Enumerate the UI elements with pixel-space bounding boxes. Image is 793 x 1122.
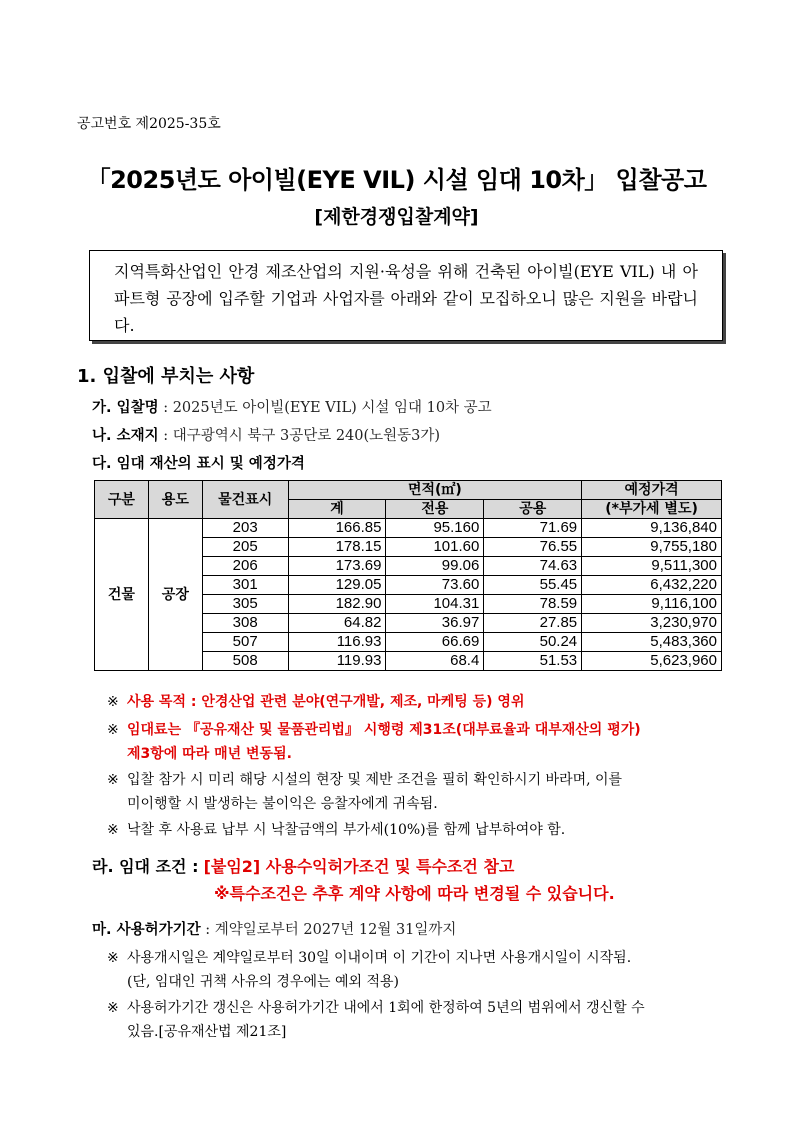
note-mark: ※ bbox=[107, 1000, 119, 1016]
cell-unit: 206 bbox=[202, 557, 288, 576]
header-use: 용도 bbox=[148, 481, 202, 519]
cell-total: 178.15 bbox=[288, 538, 386, 557]
special-conditions-note: ※특수조건은 추후 계약 사항에 따라 변경될 수 있습니다. bbox=[214, 884, 615, 903]
header-price-note: (*부가세 별도) bbox=[582, 500, 722, 519]
cell-use: 공장 bbox=[148, 519, 202, 671]
header-category: 구분 bbox=[95, 481, 149, 519]
note-mark: ※ bbox=[107, 722, 119, 738]
cell-total: 64.82 bbox=[288, 614, 386, 633]
cell-price: 9,136,840 bbox=[582, 519, 722, 538]
cell-category: 건물 bbox=[95, 519, 149, 671]
item-lease-conditions bbox=[92, 854, 514, 877]
note-inspection-text-2: 미이행할 시 발생하는 불이익은 응찰자에게 귀속됨. bbox=[127, 796, 438, 812]
notice-number: 공고번호 제2025-35호 bbox=[77, 116, 221, 132]
header-common: 공용 bbox=[484, 500, 582, 519]
cell-price: 5,483,360 bbox=[582, 633, 722, 652]
note-mark: ※ bbox=[107, 694, 119, 710]
note-renewal-text-2: 있음.[공유재산법 제21조] bbox=[127, 1024, 287, 1040]
note-start-date-text-1: 사용개시일은 계약일로부터 30일 이내이며 이 기간이 지나면 사용개시일이 시작됨. bbox=[127, 950, 632, 966]
cell-total: 119.93 bbox=[288, 652, 386, 671]
item-bid-name-label: 가. 입찰명 bbox=[92, 400, 159, 416]
cell-common: 51.53 bbox=[484, 652, 582, 671]
note-rent bbox=[107, 718, 737, 766]
item-lease-conditions-label: 라. 임대 조건 : bbox=[92, 857, 199, 876]
note-inspection-text-1: 입찰 참가 시 미리 해당 시설의 현장 및 제반 조건을 필히 확인하시기 바라며, 이를 bbox=[127, 772, 623, 788]
cell-unit: 507 bbox=[202, 633, 288, 652]
note-rent-text-1: 임대료는 『공유재산 및 물품관리법』 시행령 제31조(대부료율과 대부재산의 평가) bbox=[127, 722, 641, 738]
intro-box: 지역특화산업인 안경 제조산업의 지원·육성을 위해 건축된 아이빌(EYE VIL) 내 아파트형 공장에 입주할 기업과 사업자를 아래와 같이 모집하오니 많은 지원을 바랍니다. bbox=[89, 250, 723, 341]
header-exclusive: 전용 bbox=[386, 500, 484, 519]
item-location-value: : 대구광역시 북구 3공단로 240(노원동3가) bbox=[163, 428, 441, 444]
item-lease-conditions-value: [붙임2] 사용수익허가조건 및 특수조건 참고 bbox=[203, 857, 515, 876]
cell-exclusive: 68.4 bbox=[386, 652, 484, 671]
cell-common: 55.45 bbox=[484, 576, 582, 595]
item-location-label: 나. 소재지 bbox=[92, 428, 159, 444]
note-mark: ※ bbox=[107, 950, 119, 966]
cell-common: 50.24 bbox=[484, 633, 582, 652]
note-start-date bbox=[107, 946, 737, 994]
cell-total: 173.69 bbox=[288, 557, 386, 576]
page-subtitle: [제한경쟁입찰계약] bbox=[314, 206, 479, 228]
header-price: 예정가격 bbox=[582, 481, 722, 500]
item-bid-name bbox=[92, 396, 492, 417]
note-mark: ※ bbox=[107, 772, 119, 788]
cell-common: 27.85 bbox=[484, 614, 582, 633]
cell-total: 116.93 bbox=[288, 633, 386, 652]
cell-unit: 203 bbox=[202, 519, 288, 538]
note-vat bbox=[107, 818, 737, 842]
cell-exclusive: 73.60 bbox=[386, 576, 484, 595]
cell-unit: 205 bbox=[202, 538, 288, 557]
cell-unit: 305 bbox=[202, 595, 288, 614]
note-purpose-text: 사용 목적 : 안경산업 관련 분야(연구개발, 제조, 마케팅 등) 영위 bbox=[127, 694, 525, 710]
cell-exclusive: 36.97 bbox=[386, 614, 484, 633]
cell-common: 74.63 bbox=[484, 557, 582, 576]
cell-price: 9,511,300 bbox=[582, 557, 722, 576]
note-mark: ※ bbox=[107, 822, 119, 838]
header-item: 물건표시 bbox=[202, 481, 288, 519]
note-vat-text: 낙찰 후 사용료 납부 시 낙찰금액의 부가세(10%)를 함께 납부하여야 함. bbox=[127, 822, 566, 838]
note-start-date-text-2: (단, 임대인 귀책 사유의 경우에는 예외 적용) bbox=[127, 974, 399, 990]
cell-total: 129.05 bbox=[288, 576, 386, 595]
table-row bbox=[95, 519, 722, 538]
page-title: 「2025년도 아이빌(EYE VIL) 시설 임대 10차」 입찰공고 bbox=[86, 166, 707, 194]
item-bid-name-value: : 2025년도 아이빌(EYE VIL) 시설 임대 10차 공고 bbox=[163, 400, 492, 416]
cell-unit: 508 bbox=[202, 652, 288, 671]
cell-exclusive: 101.60 bbox=[386, 538, 484, 557]
note-rent-text-2: 제3항에 따라 매년 변동됨. bbox=[127, 746, 292, 762]
cell-common: 76.55 bbox=[484, 538, 582, 557]
header-area: 면적(㎡) bbox=[288, 481, 582, 500]
cell-exclusive: 66.69 bbox=[386, 633, 484, 652]
cell-unit: 308 bbox=[202, 614, 288, 633]
cell-exclusive: 95.160 bbox=[386, 519, 484, 538]
section-1-heading: 1. 입찰에 부치는 사항 bbox=[77, 366, 255, 387]
property-table bbox=[94, 480, 722, 671]
cell-common: 78.59 bbox=[484, 595, 582, 614]
item-location bbox=[92, 424, 440, 445]
note-renewal bbox=[107, 996, 737, 1044]
item-permit-period bbox=[92, 918, 456, 939]
item-permit-period-label: 마. 사용허가기간 bbox=[92, 922, 201, 938]
cell-price: 9,116,100 bbox=[582, 595, 722, 614]
note-inspection bbox=[107, 768, 737, 816]
cell-price: 6,432,220 bbox=[582, 576, 722, 595]
cell-unit: 301 bbox=[202, 576, 288, 595]
note-renewal-text-1: 사용허가기간 갱신은 사용허가기간 내에서 1회에 한정하여 5년의 범위에서 갱신할 수 bbox=[127, 1000, 645, 1016]
cell-total: 182.90 bbox=[288, 595, 386, 614]
cell-exclusive: 104.31 bbox=[386, 595, 484, 614]
cell-price: 5,623,960 bbox=[582, 652, 722, 671]
note-purpose bbox=[107, 690, 737, 714]
item-property bbox=[92, 452, 305, 473]
cell-exclusive: 99.06 bbox=[386, 557, 484, 576]
cell-total: 166.85 bbox=[288, 519, 386, 538]
cell-price: 9,755,180 bbox=[582, 538, 722, 557]
header-total: 계 bbox=[288, 500, 386, 519]
cell-common: 71.69 bbox=[484, 519, 582, 538]
item-permit-period-value: : 계약일로부터 2027년 12월 31일까지 bbox=[205, 922, 457, 938]
item-property-label: 다. 임대 재산의 표시 및 예정가격 bbox=[92, 456, 305, 472]
cell-price: 3,230,970 bbox=[582, 614, 722, 633]
